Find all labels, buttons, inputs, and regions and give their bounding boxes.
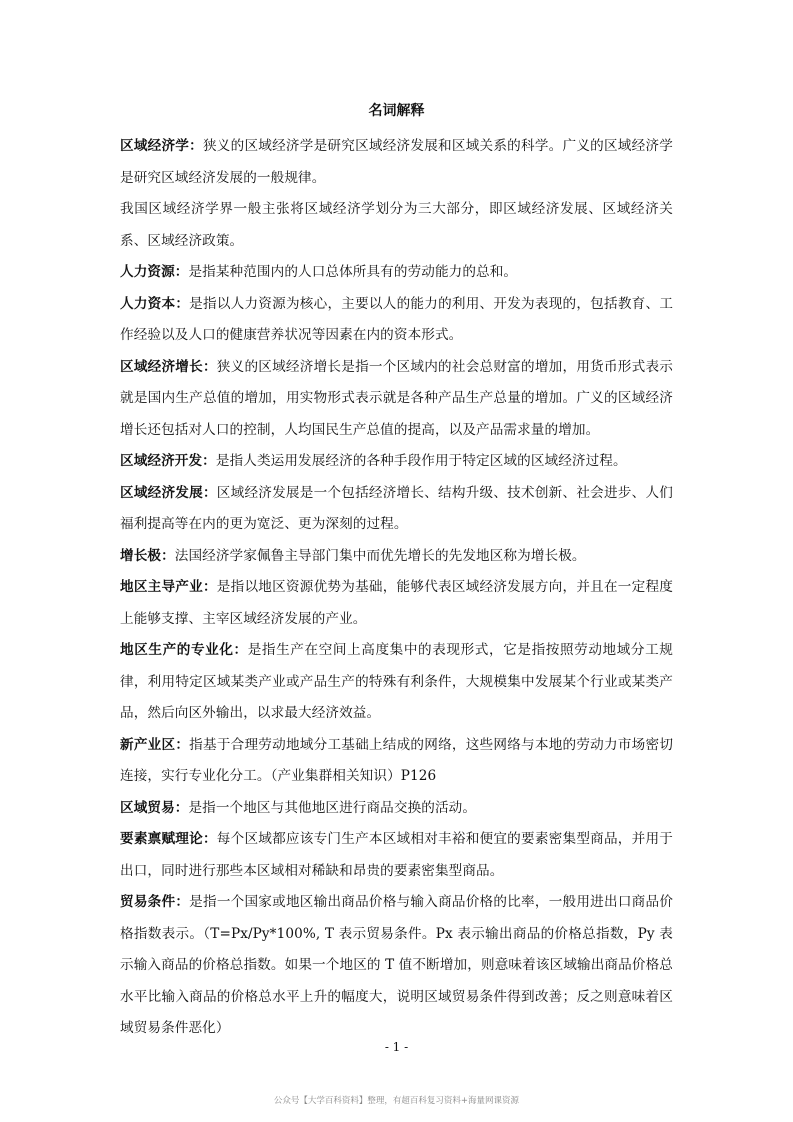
term-label: 新产业区： [120,736,190,753]
term-label: 人力资本： [120,295,190,312]
term-definition: 是指以人力资源为核心，主要以人的能力的利用、开发为表现的，包括教育、工作经验以及人口的健康营养状况等因素在内的资本形式。 [120,295,674,343]
term-definition: 是指某种范围内的人口总体所具有的劳动能力的总和。 [188,264,518,280]
term-label: 人力资源： [120,264,189,280]
term-definition: 区域经济发展是一个包括经济增长、结构升级、技术创新、社会进步、人们福利提高等在内的更为宽泛、更为深刻的过程。 [120,484,673,532]
entry-regional-trade [120,793,673,825]
term-definition: 是指人类运用发展经济的各种手段作用于特定区域的区域经济过程。 [215,453,627,469]
entry-regional-economics [120,131,673,194]
page-number: - 1 - [384,1040,409,1054]
entry-factor-endowment [120,824,673,887]
document-page [120,100,673,1045]
term-label: 区域贸易： [120,799,189,816]
term-definition: 每个区域都应该专门生产本区域相对丰裕和便宜的要素密集型商品，并用于出口，同时进行那些本区域相对稀缺和昂贵的要素密集型商品。 [120,831,673,879]
entry-regional-exploitation [120,446,673,478]
watermark-footer: 公众号【大学百科资料】整理，有超百科复习资料+海量网课资源 [273,1096,520,1106]
term-definition: 狭义的区域经济增长是指一个区域内的社会总财富的增加，用货币形式表示就是国内生产总值的增加，用实物形式表示就是各种产品生产总量的增加。广义的区域经济增长还包括对人口的控制，人均国民生产总值的提高，以及产品需求量的增加。 [120,358,673,438]
term-definition: 我国区域经济学界一般主张将区域经济学划分为三大部分，即区域经济发展、区域经济关系、区域经济政策。 [120,201,673,249]
entry-regional-growth [120,352,673,447]
entry-terms-of-trade [120,887,673,1045]
entry-leading-industry [120,572,673,635]
page-title: 名词解释 [368,103,425,119]
term-definition: 是指以地区资源优势为基础，能够代表区域经济发展方向，并且在一定程度上能够支撑、主宰区域经济发展的产业。 [120,579,673,627]
term-definition: 是指一个国家或地区输出商品价格与输入商品价格的比率，一般用进出口商品价格指数表示。（T=Px/Py*100%, T 表示贸易条件。Px 表示输出商品的价格总指数，Py 表示输入商品的价格总指数。如果一个地区的 T 值不断增加，则意味着该区域输出商品价格总水平比输入商品的价格总水平上升的幅度大，说明区域贸易条件得到改善；反之则意味着区域贸易条件恶化） [120,894,674,1036]
term-label: 区域经济开发： [120,453,216,469]
entry-regional-development [120,478,673,541]
term-definition: 是指生产在空间上高度集中的表现形式，它是指按照劳动地域分工规律，利用特定区域某类产业或产品生产的特殊有利条件，大规模集中发展某个行业或某类产品，然后向区外输出，以求最大经济效益。 [120,642,673,721]
term-label: 区域经济增长： [120,358,217,375]
entry-human-capital [120,289,673,352]
entry-human-resources [120,257,673,289]
term-definition: 狭义的区域经济学是研究区域经济发展和区域关系的科学。广义的区域经济学是研究区域经济发展的一般规律。 [120,138,673,186]
entry-new-industrial-district [120,730,673,793]
term-label: 区域经济发展： [120,484,217,501]
term-label: 贸易条件： [120,894,190,910]
term-label: 区域经济学： [120,138,203,154]
term-definition: 法国经济学家佩鲁主导部门集中而优先增长的先发地区称为增长极。 [174,547,586,564]
term-label: 增长极： [120,547,175,564]
entry-growth-pole [120,541,673,573]
entry-specialization [120,635,673,730]
term-label: 地区生产的专业化： [120,642,248,658]
term-definition: 指基于合理劳动地域分工基础上结成的网络，这些网络与本地的劳动力市场密切连接，实行专业化分工。（产业集群相关知识）P126 [120,736,674,784]
term-definition: 是指一个地区与其他地区进行商品交换的活动。 [188,799,477,816]
term-label: 地区主导产业： [120,579,217,595]
term-label: 要素禀赋理论： [120,831,217,847]
entry-regional-economics-note [120,194,673,257]
